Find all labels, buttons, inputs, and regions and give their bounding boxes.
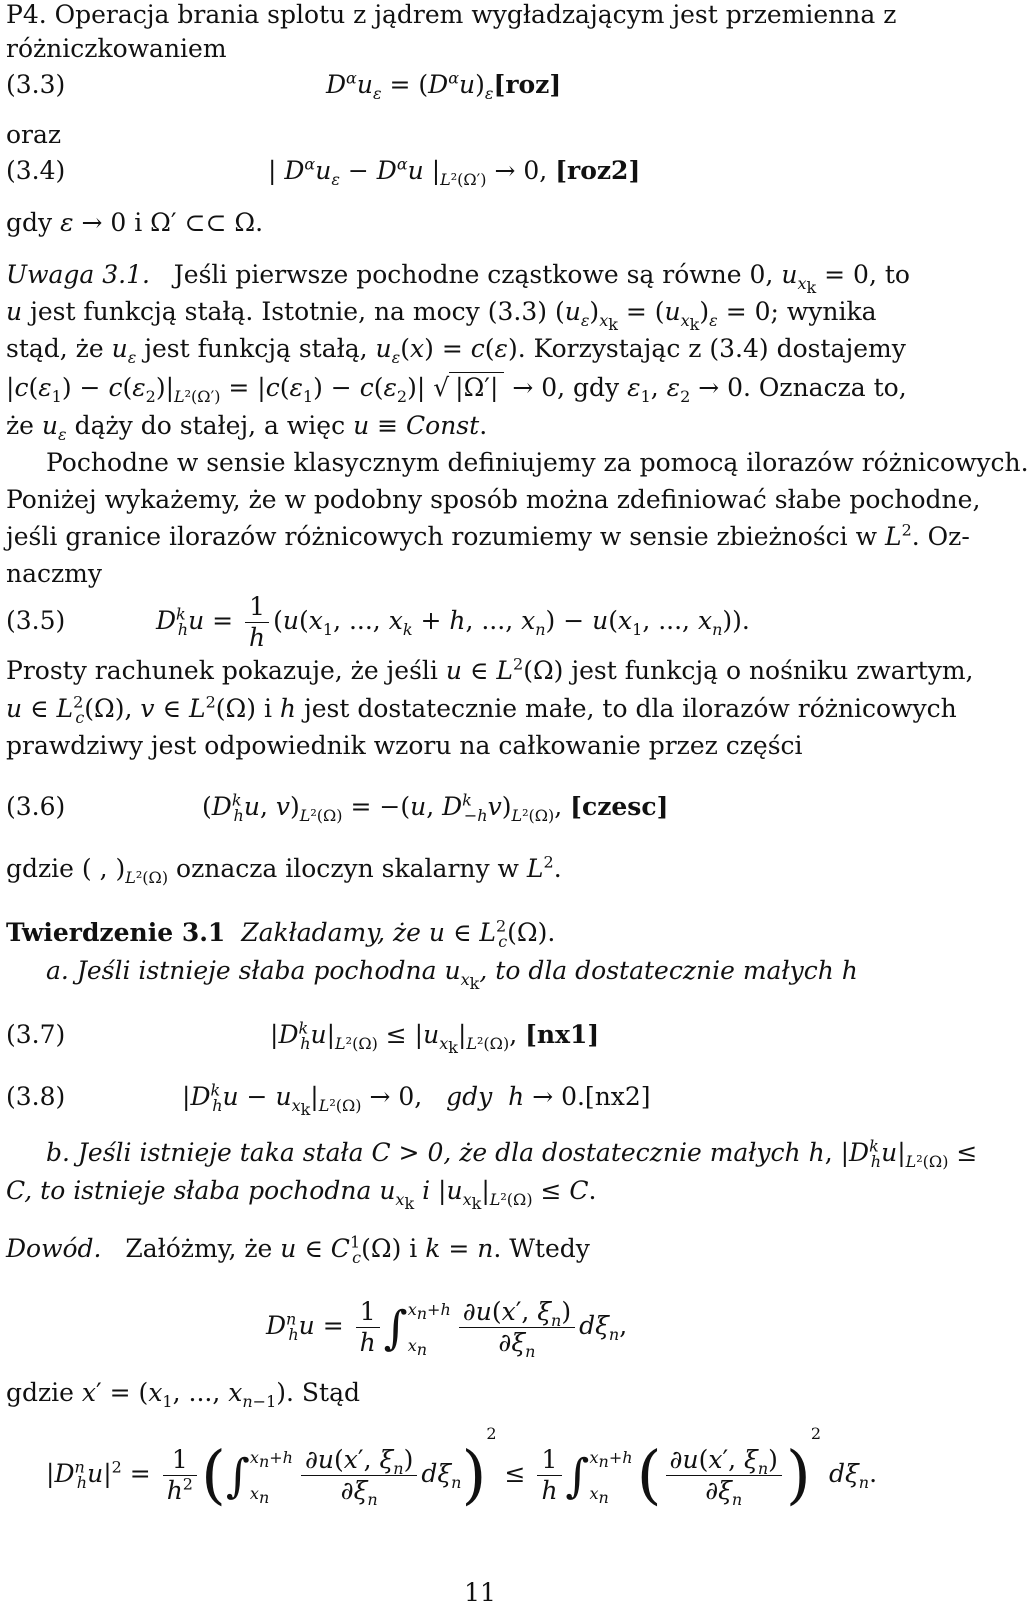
eq-3-6-tag: [czesc]	[570, 792, 669, 821]
eq-3-5: $D^k_hu$ = $\frac{1}{h}$ ($u(x_1$, ..., $x_k + h$, ..., $x_n) - u(x_1$, ..., $x_n$)).	[156, 592, 750, 652]
theorem-part-a: a. Jeśli istnieje słaba pochodna $u_{x_k}$, to dla dostatecznie małych h	[46, 956, 858, 994]
eq-3-7-tag: [nx1]	[525, 1020, 600, 1049]
eq-3-6: ($D^k_hu$, $v)_{L^2(\Omega)} = -(u$, $D^k_{-h}v)_{L^2(\Omega)}$, [czesc]	[202, 790, 669, 825]
theorem-part-b-2: C, to istnieje słaba pochodna $u_{x_k}$ i $|u_{x_k}|_{L^2(\Omega)} \le C$.	[6, 1176, 597, 1214]
body-line-1: Pochodne w sensie klasycznym definiujemy za pomocą ilorazów różnicowych.	[46, 448, 1029, 477]
theorem-part-b: b. Jeśli istnieje taka stała C > 0, że dla dostatecznie małych h, $|D^k_hu|_{L^2(\Omega)}$ ≤	[46, 1136, 978, 1171]
eq-3-8-number: (3.8)	[6, 1082, 66, 1111]
proof-formula-2: $|D^n_hu|^2$ = $\frac{1}{h^2}$ (∫ $x_n+h$ $x_n$ $\frac{\partial u(x', \xi_n)}{\partial\xi_n}$ $d\xi_n)^2$ ≤ $\frac{1}{h}$ ∫ $x_n+h$ $x_n$ ( $\frac{\partial u(x', \xi_n)}{\partial\xi_n}$ )$^2$ $d\xi_n$.	[46, 1424, 878, 1513]
prosty-line-2: u ∈ $L^2_c(\Omega)$, v ∈ $L^2(\Omega)$ i h jest dostatecznie małe, to dla ilorazów różnicowych	[6, 692, 957, 727]
uwaga-line-3: stąd, że $u_\varepsilon$ jest funkcją stałą, $u_\varepsilon(x) = c(\varepsilon)$. Korzystając z (3.4) dostajemy	[6, 334, 906, 367]
theorem-line-1: Twierdzenie 3.1 Zakładamy, że u ∈ $L^2_c(\Omega)$.	[6, 916, 556, 951]
eq-3-4-number: (3.4)	[6, 156, 66, 185]
gdy-line: gdy ε → 0 i Ω′ ⊂⊂ Ω.	[6, 208, 264, 237]
eq-3-5-number: (3.5)	[6, 606, 66, 635]
uwaga-line-1: Uwaga 3.1. Jeśli pierwsze pochodne cząstkowe są równe 0, $u_{x_k} = 0$, to	[6, 260, 910, 298]
eq-3-3-tag: [roz]	[493, 70, 562, 99]
prosty-line-1: Prosty rachunek pokazuje, że jeśli u ∈ $L^2(\Omega)$ jest funkcją o nośniku zwartym,	[6, 654, 974, 685]
eq-3-4-tag: [roz2]	[555, 156, 641, 185]
p4-line-2: różniczkowaniem	[6, 34, 227, 63]
gdzie-line: gdzie ( , )$_{L^2(\Omega)}$ oznacza iloczyn skalarny w $L^2$.	[6, 852, 562, 887]
proof-line: Dowód. Załóżmy, że u ∈ $C^1_c(\Omega)$ i k = n. Wtedy	[6, 1232, 590, 1267]
eq-3-7: $|D^k_hu|_{L^2(\Omega)} \le |u_{x_k}|_{L^2(\Omega)}$, [nx1]	[270, 1018, 600, 1058]
eq-3-8: $|D^k_hu - u_{x_k}|_{L^2(\Omega)} \to 0$, gdy h → 0.[nx2]	[182, 1080, 651, 1120]
eq-3-6-number: (3.6)	[6, 792, 66, 821]
theorem-label: Twierdzenie 3.1	[6, 918, 226, 947]
uwaga-line-5: że $u_\varepsilon$ dąży do stałej, a więc u ≡ Const.	[6, 411, 488, 444]
gdzie-2-line: gdzie $x' = (x_1$, ..., $x_{n-1}$). Stąd	[6, 1378, 361, 1411]
uwaga-line-2: u jest funkcją stałą. Istotnie, na mocy (3.3) $(u_\varepsilon)_{x_k} = (u_{x_k})_\varepsilon = 0$; wynika	[6, 297, 877, 335]
p4-line-1: P4. Operacja brania splotu z jądrem wygładzającym jest przemienna z	[6, 0, 897, 29]
eq-3-5-fraction: $\frac{1}{h}$	[245, 592, 269, 653]
body-line-3: jeśli granice ilorazów różnicowych rozumiemy w sensie zbieżności w $L^2$. Oz-	[6, 520, 970, 551]
oraz-word: oraz	[6, 120, 62, 149]
page-number: 11	[464, 1578, 496, 1607]
eq-3-3: $D^\alpha u_\varepsilon = (D^\alpha u)_\varepsilon[roz]$	[326, 68, 562, 103]
eq-3-7-number: (3.7)	[6, 1020, 66, 1049]
body-line-2: Poniżej wykażemy, że w podobny sposób można zdefiniować słabe pochodne,	[6, 485, 981, 514]
eq-3-3-number: (3.3)	[6, 70, 66, 99]
body-line-4: naczmy	[6, 559, 103, 588]
proof-formula-1: $D^n_hu$ = $\frac{1}{h}$ ∫ $x_n+h$ $x_n$ $\frac{\partial u(x', \xi_n)}{\partial\xi_n}$ $d\xi_n$,	[266, 1297, 628, 1361]
uwaga-label: Uwaga 3.1.	[6, 260, 150, 289]
uwaga-line-4: $|c(\varepsilon_1) - c(\varepsilon_2)|_{L^2(\Omega')} = |c(\varepsilon_1) - c(\varepsilon_2)|$ √ |Ω′| → 0, gdy $\varepsilon_1$, $\varepsilon_2 \to 0$. Oznacza to,	[6, 373, 907, 406]
eq-3-4: | $D^\alpha u_\varepsilon - D^\alpha u$ $|_{L^2(\Omega')} \to 0$, [roz2]	[268, 154, 641, 189]
prosty-line-3: prawdziwy jest odpowiednik wzoru na całkowanie przez części	[6, 731, 803, 760]
proof-label: Dowód.	[6, 1234, 102, 1263]
